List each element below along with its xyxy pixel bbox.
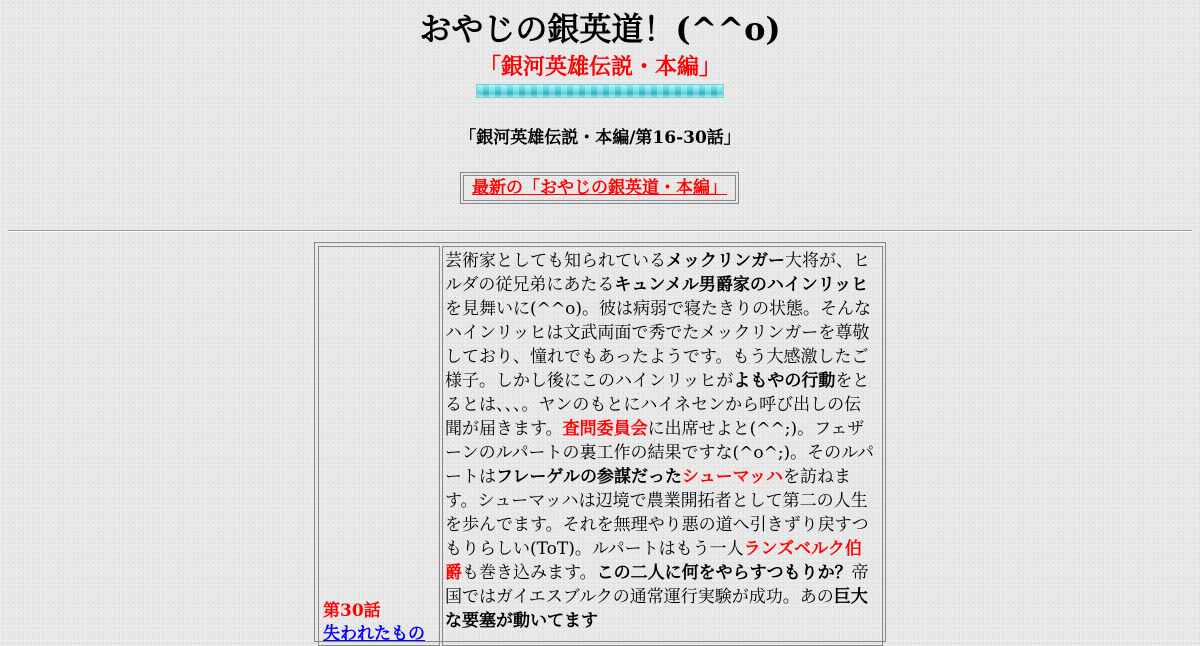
synopsis-segment: 巨大な要塞が動いてます <box>445 587 868 631</box>
episode-title-link[interactable]: 失われたもの <box>323 624 425 644</box>
synopsis-segment: 査問委員会 <box>562 419 648 439</box>
episode-synopsis <box>445 249 877 633</box>
synopsis-segment: キュンメル男爵家のハインリッヒ <box>614 275 869 295</box>
page-subtitle: 「銀河英雄伝説・本編」 <box>478 54 721 80</box>
synopsis-segment: に出席せよと(^^;)。フェザーンのルパートの裏工作の結果ですな(^o^;)。そのルパートは <box>445 419 874 487</box>
synopsis-segment: を訪ねます。シューマッハは辺境で農業開拓者として第二の人生を歩んでます。それを無理やり悪の道へ引きずり戻すつもりらしい(ToT)。ルパートはもう一人 <box>445 467 869 559</box>
synopsis-segment: この二人に何をやらすつもりか？ <box>596 563 852 583</box>
latest-link-box <box>460 172 739 204</box>
synopsis-segment: メックリンガー <box>666 251 785 271</box>
synopsis-segment: も巻き込みます。 <box>462 563 597 583</box>
synopsis-segment: 大将が、ヒルダの従兄弟にあたる <box>445 251 870 295</box>
latest-link-cell <box>463 175 736 201</box>
synopsis-segment: をとるとは、、、。ヤンのもとにハイネセンから呼び出しの伝聞が届きます。 <box>445 371 870 439</box>
episode-number: 第30話 <box>323 601 381 621</box>
horizontal-divider <box>8 230 1192 232</box>
section-heading: 「銀河英雄伝説・本編/第16-30話」 <box>459 128 741 148</box>
synopsis-segment: ランズベルク伯爵 <box>445 539 862 583</box>
synopsis-segment: を見舞いに(^^o)。彼は病弱で寝たきりの状態。そんなハインリッヒは文武両面で秀でたメックリンガーを尊敬しており、憧れでもあったようです。もう大感激したご様子。しかし後にこのハインリッヒが <box>445 299 871 391</box>
synopsis-segment: よもやの行動 <box>733 371 836 391</box>
synopsis-segment: 芸術家としても知られている <box>445 251 666 271</box>
episode-table <box>314 242 886 642</box>
synopsis-segment: 帝国ではガイエスブルクの通常運行実験が成功。あの <box>445 563 869 607</box>
episode-synopsis-cell <box>442 246 883 646</box>
decorative-banner-bar <box>476 84 724 98</box>
episode-label-cell <box>318 246 440 646</box>
synopsis-segment: フレーゲルの参謀だった <box>496 467 682 487</box>
page-title: おやじの銀英道！(^^o) <box>419 10 781 48</box>
synopsis-segment: シューマッハ <box>681 467 783 487</box>
latest-episodes-link[interactable]: 最新の「おやじの銀英道・本編」 <box>472 178 727 198</box>
